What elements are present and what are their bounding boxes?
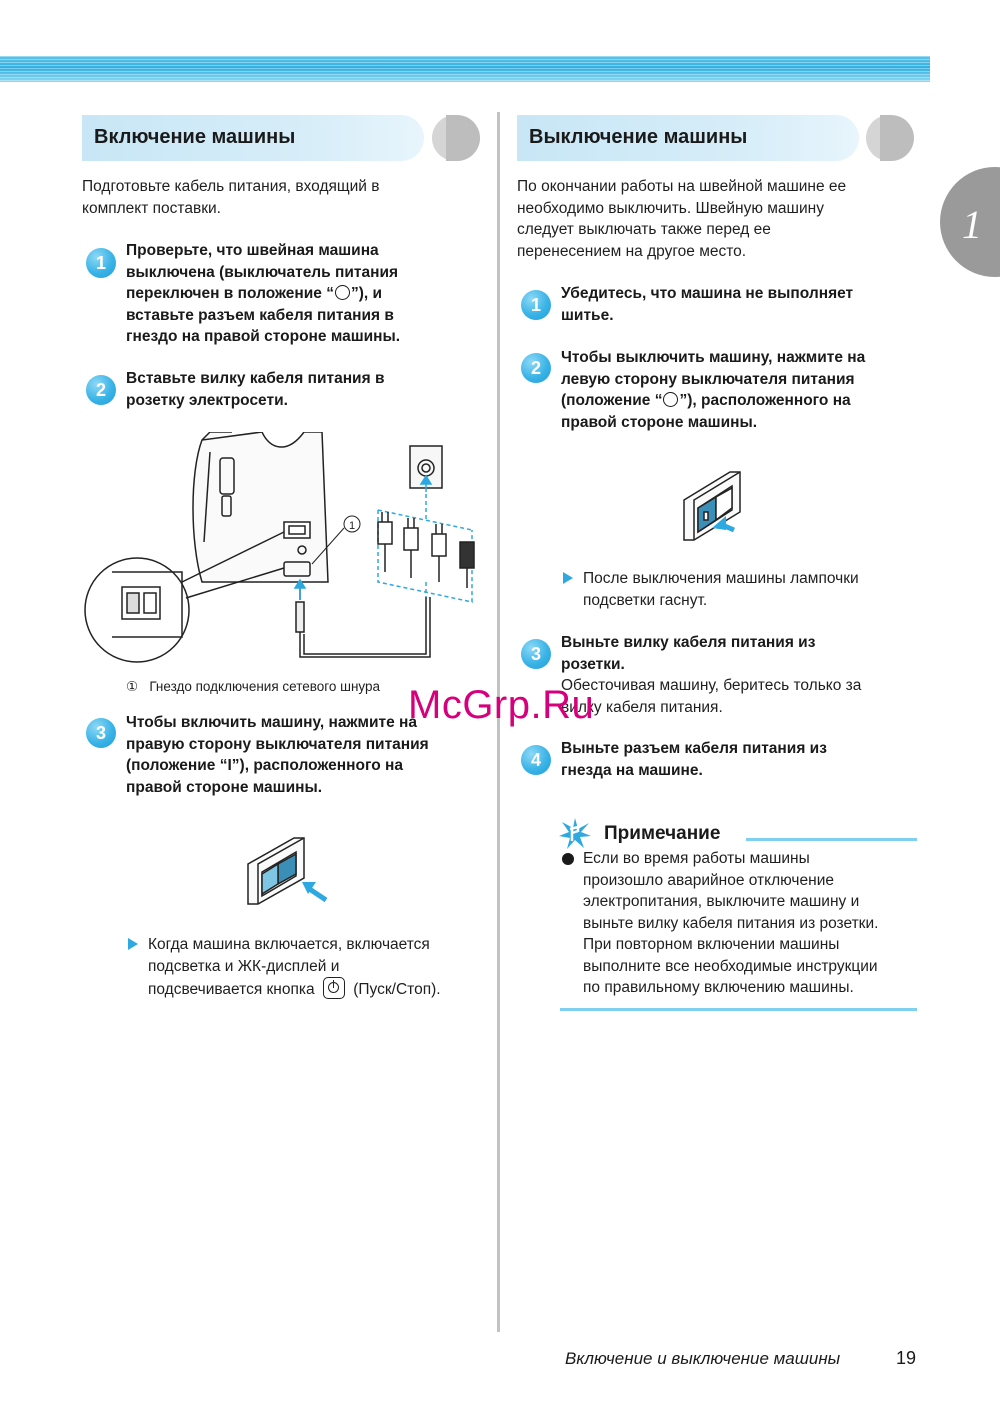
heading-deco-circles <box>866 115 916 161</box>
switch-off-illustration <box>680 468 790 548</box>
power-cord-illustration <box>82 432 482 672</box>
step-number: 1 <box>521 290 551 320</box>
step-text: Выньте вилку кабеля питания из розетки. <box>561 634 816 673</box>
header-stripe <box>0 56 930 82</box>
step-text: Чтобы включить машину, нажмите на правую сторону выключателя питания (положение “I”), расположенного на правой стороне машины. <box>126 714 429 796</box>
step-number: 4 <box>521 745 551 775</box>
step-number: 3 <box>521 639 551 669</box>
step-number: 2 <box>521 353 551 383</box>
step-extra-text: Обесточивая машину, беритесь только за вилку кабеля питания. <box>561 677 862 716</box>
chapter-tab <box>940 167 1000 277</box>
switch-off-symbol <box>335 285 350 300</box>
step-number: 1 <box>86 248 116 278</box>
watermark: McGrp.Ru <box>408 683 595 727</box>
switch-on-illustration <box>244 834 354 908</box>
footer-title: Включение и выключение машины <box>565 1349 841 1368</box>
step-number: 3 <box>86 718 116 748</box>
step-text: Проверьте, что швейная машина выключена (выключатель питания переключен в положение “ ”), и вставьте разъем кабеля питания в гнездо на правой стороне машины. <box>126 242 401 345</box>
note-text: Если во время работы машины произошло аварийное отключение электропитания, выключите машину и выньте вилку кабеля питания из розетки. При повторном включении машины выполните все необходимые инструкции по правильному включению машины. <box>583 850 879 996</box>
page-number: 19 <box>896 1348 917 1368</box>
heading-deco-circles <box>432 115 482 161</box>
note-icon <box>558 817 592 851</box>
callout-number: 1 <box>349 520 356 532</box>
step-number: 2 <box>86 375 116 405</box>
intro-text: Подготовьте кабель питания, входящий в комплект поставки. <box>82 178 380 217</box>
note-bullet <box>562 853 574 865</box>
step-text: Чтобы выключить машину, нажмите на левую сторону выключателя питания (положение “ ”), расположенного на правой стороне машины. <box>561 349 866 431</box>
switch-off-symbol <box>663 392 678 407</box>
section-heading-on <box>82 115 424 161</box>
section-title: Выключение машины <box>529 126 748 148</box>
step-text: Вставьте вилку кабеля питания в розетку электросети. <box>126 370 385 409</box>
section-heading-off <box>517 115 859 161</box>
start-stop-icon <box>323 977 345 999</box>
arrow-right-icon <box>128 938 138 950</box>
step-text: Убедитесь, что машина не выполняет шитье. <box>561 285 854 324</box>
result-text: После выключения машины лампочки подсветки гаснут. <box>583 570 859 609</box>
note-rule-bottom <box>560 1008 917 1011</box>
step-text: Выньте разъем кабеля питания из гнезда на машине. <box>561 740 827 779</box>
note-title: Примечание <box>604 823 721 844</box>
note-rule-top <box>746 838 917 841</box>
chapter-number: 1 <box>962 202 982 247</box>
arrow-right-icon <box>563 572 573 584</box>
section-title: Включение машины <box>94 126 296 148</box>
figure-caption: ① Гнездо подключения сетевого шнура <box>126 679 381 694</box>
result-text: Когда машина включается, включается подсветка и ЖК-дисплей и подсвечивается кнопка (Пуск/Стоп). <box>148 936 441 998</box>
intro-text: По окончании работы на швейной машине ее необходимо выключить. Швейную машину следует выключать также перед ее перенесением на другое место. <box>517 178 847 260</box>
